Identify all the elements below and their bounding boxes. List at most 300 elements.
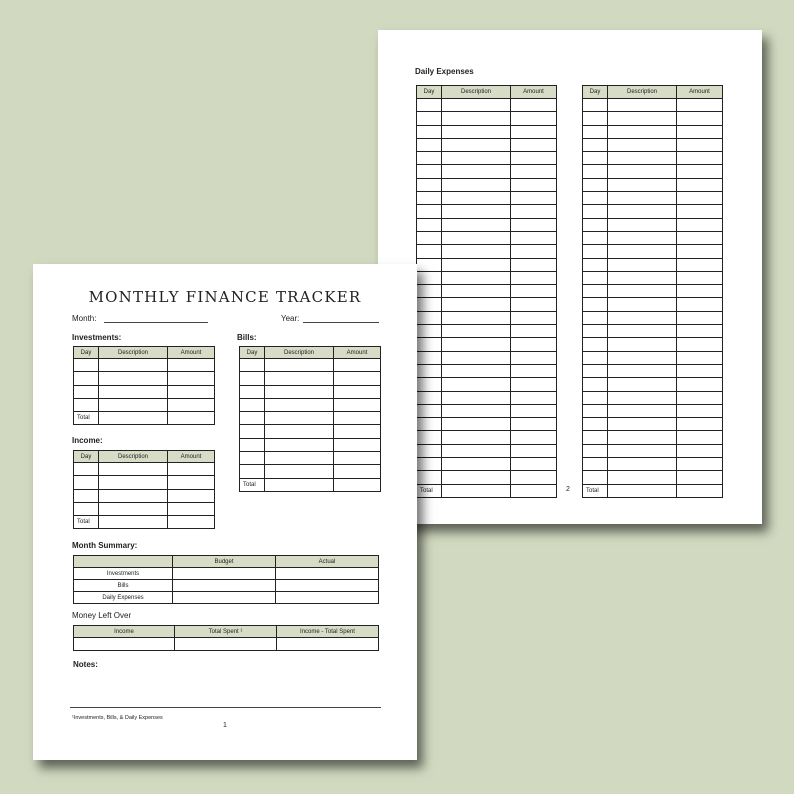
description-cell[interactable] <box>442 285 511 298</box>
day-cell[interactable] <box>417 125 442 138</box>
day-cell[interactable] <box>74 372 99 385</box>
col-amount: Amount <box>511 86 557 99</box>
description-cell[interactable] <box>442 364 511 377</box>
notes-divider <box>70 707 381 708</box>
description-cell[interactable] <box>265 385 334 398</box>
day-cell[interactable] <box>583 311 608 324</box>
table-row <box>417 178 557 191</box>
day-cell[interactable] <box>583 325 608 338</box>
day-cell[interactable] <box>583 404 608 417</box>
actual-cell[interactable] <box>276 592 379 604</box>
description-cell[interactable] <box>265 452 334 465</box>
amount-cell[interactable] <box>677 431 723 444</box>
day-cell[interactable] <box>417 99 442 112</box>
description-cell[interactable] <box>608 245 677 258</box>
description-cell[interactable] <box>608 378 677 391</box>
amount-cell[interactable] <box>677 338 723 351</box>
day-cell[interactable] <box>240 438 265 451</box>
table-row <box>417 138 557 151</box>
total-description-cell[interactable] <box>265 478 334 491</box>
day-cell[interactable] <box>417 351 442 364</box>
description-cell[interactable] <box>608 311 677 324</box>
table-row <box>240 398 381 411</box>
day-cell[interactable] <box>583 99 608 112</box>
col-day: Day <box>74 347 99 359</box>
description-cell[interactable] <box>99 489 168 502</box>
day-cell[interactable] <box>417 205 442 218</box>
amount-cell[interactable] <box>677 99 723 112</box>
amount-cell[interactable] <box>511 351 557 364</box>
day-cell[interactable] <box>417 298 442 311</box>
amount-cell[interactable] <box>334 412 381 425</box>
day-cell[interactable] <box>240 398 265 411</box>
description-cell[interactable] <box>608 351 677 364</box>
day-cell[interactable] <box>583 471 608 484</box>
table-row <box>417 218 557 231</box>
description-cell[interactable] <box>442 471 511 484</box>
description-cell[interactable] <box>608 431 677 444</box>
amount-cell[interactable] <box>511 325 557 338</box>
day-cell[interactable] <box>583 418 608 431</box>
amount-cell[interactable] <box>677 404 723 417</box>
total-row <box>74 412 215 425</box>
description-cell[interactable] <box>442 444 511 457</box>
page-number: 2 <box>566 486 570 493</box>
amount-cell[interactable] <box>334 465 381 478</box>
amount-cell[interactable] <box>511 138 557 151</box>
amount-cell[interactable] <box>511 112 557 125</box>
money-left-over-heading: Money Left Over <box>72 611 132 620</box>
table-row <box>240 359 381 372</box>
col-description: Description <box>99 347 168 359</box>
amount-cell[interactable] <box>677 458 723 471</box>
total-amount-cell[interactable] <box>168 412 215 425</box>
day-cell[interactable] <box>583 205 608 218</box>
table-row <box>417 458 557 471</box>
amount-cell[interactable] <box>677 138 723 151</box>
total-label: Total <box>417 484 442 497</box>
description-cell[interactable] <box>442 351 511 364</box>
description-cell[interactable] <box>442 404 511 417</box>
description-cell[interactable] <box>442 325 511 338</box>
amount-cell[interactable] <box>511 178 557 191</box>
table-row <box>417 444 557 457</box>
amount-cell[interactable] <box>168 463 215 476</box>
day-cell[interactable] <box>417 418 442 431</box>
description-cell[interactable] <box>608 364 677 377</box>
amount-cell[interactable] <box>511 125 557 138</box>
day-cell[interactable] <box>417 258 442 271</box>
description-cell[interactable] <box>608 258 677 271</box>
amount-cell[interactable] <box>511 298 557 311</box>
amount-cell[interactable] <box>677 152 723 165</box>
day-cell[interactable] <box>583 431 608 444</box>
description-cell[interactable] <box>608 391 677 404</box>
day-cell[interactable] <box>417 471 442 484</box>
description-cell[interactable] <box>608 125 677 138</box>
amount-cell[interactable] <box>511 404 557 417</box>
day-cell[interactable] <box>417 338 442 351</box>
table-row <box>583 178 723 191</box>
description-cell[interactable] <box>265 465 334 478</box>
day-cell[interactable] <box>417 138 442 151</box>
day-cell[interactable] <box>583 458 608 471</box>
amount-cell[interactable] <box>511 165 557 178</box>
day-cell[interactable] <box>417 391 442 404</box>
budget-cell[interactable] <box>173 568 276 580</box>
amount-cell[interactable] <box>511 285 557 298</box>
day-cell[interactable] <box>583 351 608 364</box>
description-cell[interactable] <box>442 458 511 471</box>
description-cell[interactable] <box>99 463 168 476</box>
description-cell[interactable] <box>265 398 334 411</box>
description-cell[interactable] <box>608 218 677 231</box>
col-amount: Amount <box>677 86 723 99</box>
day-cell[interactable] <box>583 285 608 298</box>
description-cell[interactable] <box>99 372 168 385</box>
total-row <box>74 516 215 529</box>
description-cell[interactable] <box>608 404 677 417</box>
day-cell[interactable] <box>417 378 442 391</box>
income-cell[interactable] <box>74 638 175 651</box>
day-cell[interactable] <box>583 258 608 271</box>
amount-cell[interactable] <box>168 398 215 411</box>
amount-cell[interactable] <box>168 489 215 502</box>
day-cell[interactable] <box>417 285 442 298</box>
description-cell[interactable] <box>608 178 677 191</box>
amount-cell[interactable] <box>511 311 557 324</box>
amount-cell[interactable] <box>334 359 381 372</box>
day-cell[interactable] <box>417 325 442 338</box>
amount-cell[interactable] <box>511 258 557 271</box>
description-cell[interactable] <box>442 418 511 431</box>
description-cell[interactable] <box>99 385 168 398</box>
day-cell[interactable] <box>74 489 99 502</box>
description-cell[interactable] <box>442 205 511 218</box>
col-description: Description <box>442 86 511 99</box>
year-label: Year: <box>281 314 300 323</box>
total-description-cell[interactable] <box>99 516 168 529</box>
description-cell[interactable] <box>608 271 677 284</box>
amount-cell[interactable] <box>511 431 557 444</box>
amount-cell[interactable] <box>677 245 723 258</box>
actual-cell[interactable] <box>276 580 379 592</box>
amount-cell[interactable] <box>168 359 215 372</box>
table-row <box>417 338 557 351</box>
amount-cell[interactable] <box>511 471 557 484</box>
bills-heading: Bills: <box>237 333 257 342</box>
description-cell[interactable] <box>442 165 511 178</box>
money-left-over-table <box>73 625 379 651</box>
table-row <box>417 231 557 244</box>
day-cell[interactable] <box>583 391 608 404</box>
total-amount-cell[interactable] <box>168 516 215 529</box>
day-cell[interactable] <box>240 385 265 398</box>
description-cell[interactable] <box>608 338 677 351</box>
amount-cell[interactable] <box>168 372 215 385</box>
day-cell[interactable] <box>583 138 608 151</box>
day-cell[interactable] <box>240 372 265 385</box>
amount-cell[interactable] <box>677 178 723 191</box>
day-cell[interactable] <box>417 364 442 377</box>
amount-cell[interactable] <box>511 418 557 431</box>
day-cell[interactable] <box>583 112 608 125</box>
table-row <box>583 404 723 417</box>
day-cell[interactable] <box>240 359 265 372</box>
budget-cell[interactable] <box>173 580 276 592</box>
day-cell[interactable] <box>417 192 442 205</box>
total-row <box>240 478 381 491</box>
description-cell[interactable] <box>265 438 334 451</box>
table-row <box>417 378 557 391</box>
amount-cell[interactable] <box>511 245 557 258</box>
amount-cell[interactable] <box>511 192 557 205</box>
amount-cell[interactable] <box>168 476 215 489</box>
row-label: Daily Expenses <box>74 592 173 604</box>
table-row <box>74 398 215 411</box>
day-cell[interactable] <box>417 444 442 457</box>
amount-cell[interactable] <box>677 391 723 404</box>
amount-cell[interactable] <box>677 418 723 431</box>
year-line[interactable] <box>303 322 379 323</box>
amount-cell[interactable] <box>511 205 557 218</box>
amount-cell[interactable] <box>677 165 723 178</box>
description-cell[interactable] <box>442 125 511 138</box>
day-cell[interactable] <box>417 152 442 165</box>
day-cell[interactable] <box>74 502 99 515</box>
table-row <box>417 152 557 165</box>
day-cell[interactable] <box>240 412 265 425</box>
amount-cell[interactable] <box>511 99 557 112</box>
amount-cell[interactable] <box>677 192 723 205</box>
budget-cell[interactable] <box>173 592 276 604</box>
description-cell[interactable] <box>608 285 677 298</box>
amount-cell[interactable] <box>677 444 723 457</box>
table-row <box>583 99 723 112</box>
day-cell[interactable] <box>417 245 442 258</box>
description-cell[interactable] <box>442 231 511 244</box>
day-cell[interactable] <box>240 425 265 438</box>
total-description-cell[interactable] <box>608 484 677 497</box>
amount-cell[interactable] <box>334 385 381 398</box>
summary-row-daily-expenses <box>74 592 379 604</box>
description-cell[interactable] <box>608 444 677 457</box>
description-cell[interactable] <box>608 112 677 125</box>
description-cell[interactable] <box>442 218 511 231</box>
table-row <box>583 205 723 218</box>
table-row <box>74 489 215 502</box>
table-row <box>583 431 723 444</box>
day-cell[interactable] <box>417 431 442 444</box>
amount-cell[interactable] <box>677 231 723 244</box>
page-number: 1 <box>223 722 227 729</box>
col-description: Description <box>608 86 677 99</box>
description-cell[interactable] <box>608 205 677 218</box>
amount-cell[interactable] <box>677 205 723 218</box>
day-cell[interactable] <box>417 218 442 231</box>
total-description-cell[interactable] <box>99 412 168 425</box>
table-row <box>583 364 723 377</box>
amount-cell[interactable] <box>511 152 557 165</box>
description-cell[interactable] <box>442 311 511 324</box>
table-row <box>417 112 557 125</box>
description-cell[interactable] <box>99 476 168 489</box>
description-cell[interactable] <box>265 359 334 372</box>
month-line[interactable] <box>104 322 208 323</box>
bills-table <box>239 346 381 492</box>
day-cell[interactable] <box>583 125 608 138</box>
amount-cell[interactable] <box>511 391 557 404</box>
amount-cell[interactable] <box>677 471 723 484</box>
description-cell[interactable] <box>442 178 511 191</box>
total-label: Total <box>240 478 265 491</box>
amount-cell[interactable] <box>677 271 723 284</box>
total-description-cell[interactable] <box>442 484 511 497</box>
table-row <box>417 192 557 205</box>
amount-cell[interactable] <box>677 112 723 125</box>
amount-cell[interactable] <box>511 338 557 351</box>
description-cell[interactable] <box>608 99 677 112</box>
amount-cell[interactable] <box>677 125 723 138</box>
day-cell[interactable] <box>417 458 442 471</box>
amount-cell[interactable] <box>677 378 723 391</box>
amount-cell[interactable] <box>677 258 723 271</box>
day-cell[interactable] <box>583 444 608 457</box>
description-cell[interactable] <box>99 502 168 515</box>
amount-cell[interactable] <box>511 231 557 244</box>
description-cell[interactable] <box>442 391 511 404</box>
description-cell[interactable] <box>265 412 334 425</box>
day-cell[interactable] <box>417 178 442 191</box>
day-cell[interactable] <box>74 476 99 489</box>
description-cell[interactable] <box>442 271 511 284</box>
description-cell[interactable] <box>608 152 677 165</box>
amount-cell[interactable] <box>511 378 557 391</box>
day-cell[interactable] <box>417 165 442 178</box>
table-row <box>240 372 381 385</box>
day-cell[interactable] <box>583 298 608 311</box>
day-cell[interactable] <box>583 271 608 284</box>
difference-cell[interactable] <box>277 638 379 651</box>
total-label: Total <box>583 484 608 497</box>
day-cell[interactable] <box>240 452 265 465</box>
day-cell[interactable] <box>417 271 442 284</box>
day-cell[interactable] <box>583 231 608 244</box>
description-cell[interactable] <box>608 231 677 244</box>
total-spent-cell[interactable] <box>175 638 277 651</box>
description-cell[interactable] <box>608 458 677 471</box>
day-cell[interactable] <box>240 465 265 478</box>
table-row <box>240 465 381 478</box>
amount-cell[interactable] <box>677 298 723 311</box>
description-cell[interactable] <box>608 165 677 178</box>
amount-cell[interactable] <box>677 285 723 298</box>
description-cell[interactable] <box>442 152 511 165</box>
investments-heading: Investments: <box>72 333 122 342</box>
actual-cell[interactable] <box>276 568 379 580</box>
amount-cell[interactable] <box>334 452 381 465</box>
description-cell[interactable] <box>608 192 677 205</box>
day-cell[interactable] <box>583 192 608 205</box>
day-cell[interactable] <box>417 112 442 125</box>
amount-cell[interactable] <box>168 385 215 398</box>
description-cell[interactable] <box>99 398 168 411</box>
description-cell[interactable] <box>442 258 511 271</box>
description-cell[interactable] <box>442 192 511 205</box>
day-cell[interactable] <box>583 364 608 377</box>
amount-cell[interactable] <box>168 502 215 515</box>
description-cell[interactable] <box>265 425 334 438</box>
day-cell[interactable] <box>583 245 608 258</box>
description-cell[interactable] <box>265 372 334 385</box>
day-cell[interactable] <box>583 165 608 178</box>
amount-cell[interactable] <box>511 444 557 457</box>
row-label: Investments <box>74 568 173 580</box>
description-cell[interactable] <box>608 325 677 338</box>
amount-cell[interactable] <box>334 438 381 451</box>
amount-cell[interactable] <box>511 364 557 377</box>
description-cell[interactable] <box>442 138 511 151</box>
total-amount-cell[interactable] <box>334 478 381 491</box>
day-cell[interactable] <box>417 404 442 417</box>
amount-cell[interactable] <box>334 398 381 411</box>
day-cell[interactable] <box>583 338 608 351</box>
day-cell[interactable] <box>74 463 99 476</box>
description-cell[interactable] <box>442 431 511 444</box>
day-cell[interactable] <box>74 385 99 398</box>
description-cell[interactable] <box>608 471 677 484</box>
description-cell[interactable] <box>442 245 511 258</box>
amount-cell[interactable] <box>511 218 557 231</box>
amount-cell[interactable] <box>334 425 381 438</box>
table-row <box>417 364 557 377</box>
amount-cell[interactable] <box>677 364 723 377</box>
table-row <box>583 192 723 205</box>
amount-cell[interactable] <box>334 372 381 385</box>
day-cell[interactable] <box>417 311 442 324</box>
day-cell[interactable] <box>74 359 99 372</box>
description-cell[interactable] <box>608 298 677 311</box>
description-cell[interactable] <box>442 99 511 112</box>
description-cell[interactable] <box>608 418 677 431</box>
page-two <box>378 30 762 524</box>
description-cell[interactable] <box>442 112 511 125</box>
day-cell[interactable] <box>74 398 99 411</box>
description-cell[interactable] <box>442 298 511 311</box>
total-amount-cell[interactable] <box>677 484 723 497</box>
description-cell[interactable] <box>442 378 511 391</box>
amount-cell[interactable] <box>677 325 723 338</box>
amount-cell[interactable] <box>511 271 557 284</box>
table-row <box>417 245 557 258</box>
day-cell[interactable] <box>417 231 442 244</box>
description-cell[interactable] <box>608 138 677 151</box>
description-cell[interactable] <box>442 338 511 351</box>
day-cell[interactable] <box>583 152 608 165</box>
description-cell[interactable] <box>99 359 168 372</box>
total-amount-cell[interactable] <box>511 484 557 497</box>
table-row <box>417 125 557 138</box>
amount-cell[interactable] <box>511 458 557 471</box>
table-row <box>583 285 723 298</box>
amount-cell[interactable] <box>677 351 723 364</box>
day-cell[interactable] <box>583 218 608 231</box>
amount-cell[interactable] <box>677 311 723 324</box>
amount-cell[interactable] <box>677 218 723 231</box>
day-cell[interactable] <box>583 378 608 391</box>
day-cell[interactable] <box>583 178 608 191</box>
col-day: Day <box>240 347 265 359</box>
